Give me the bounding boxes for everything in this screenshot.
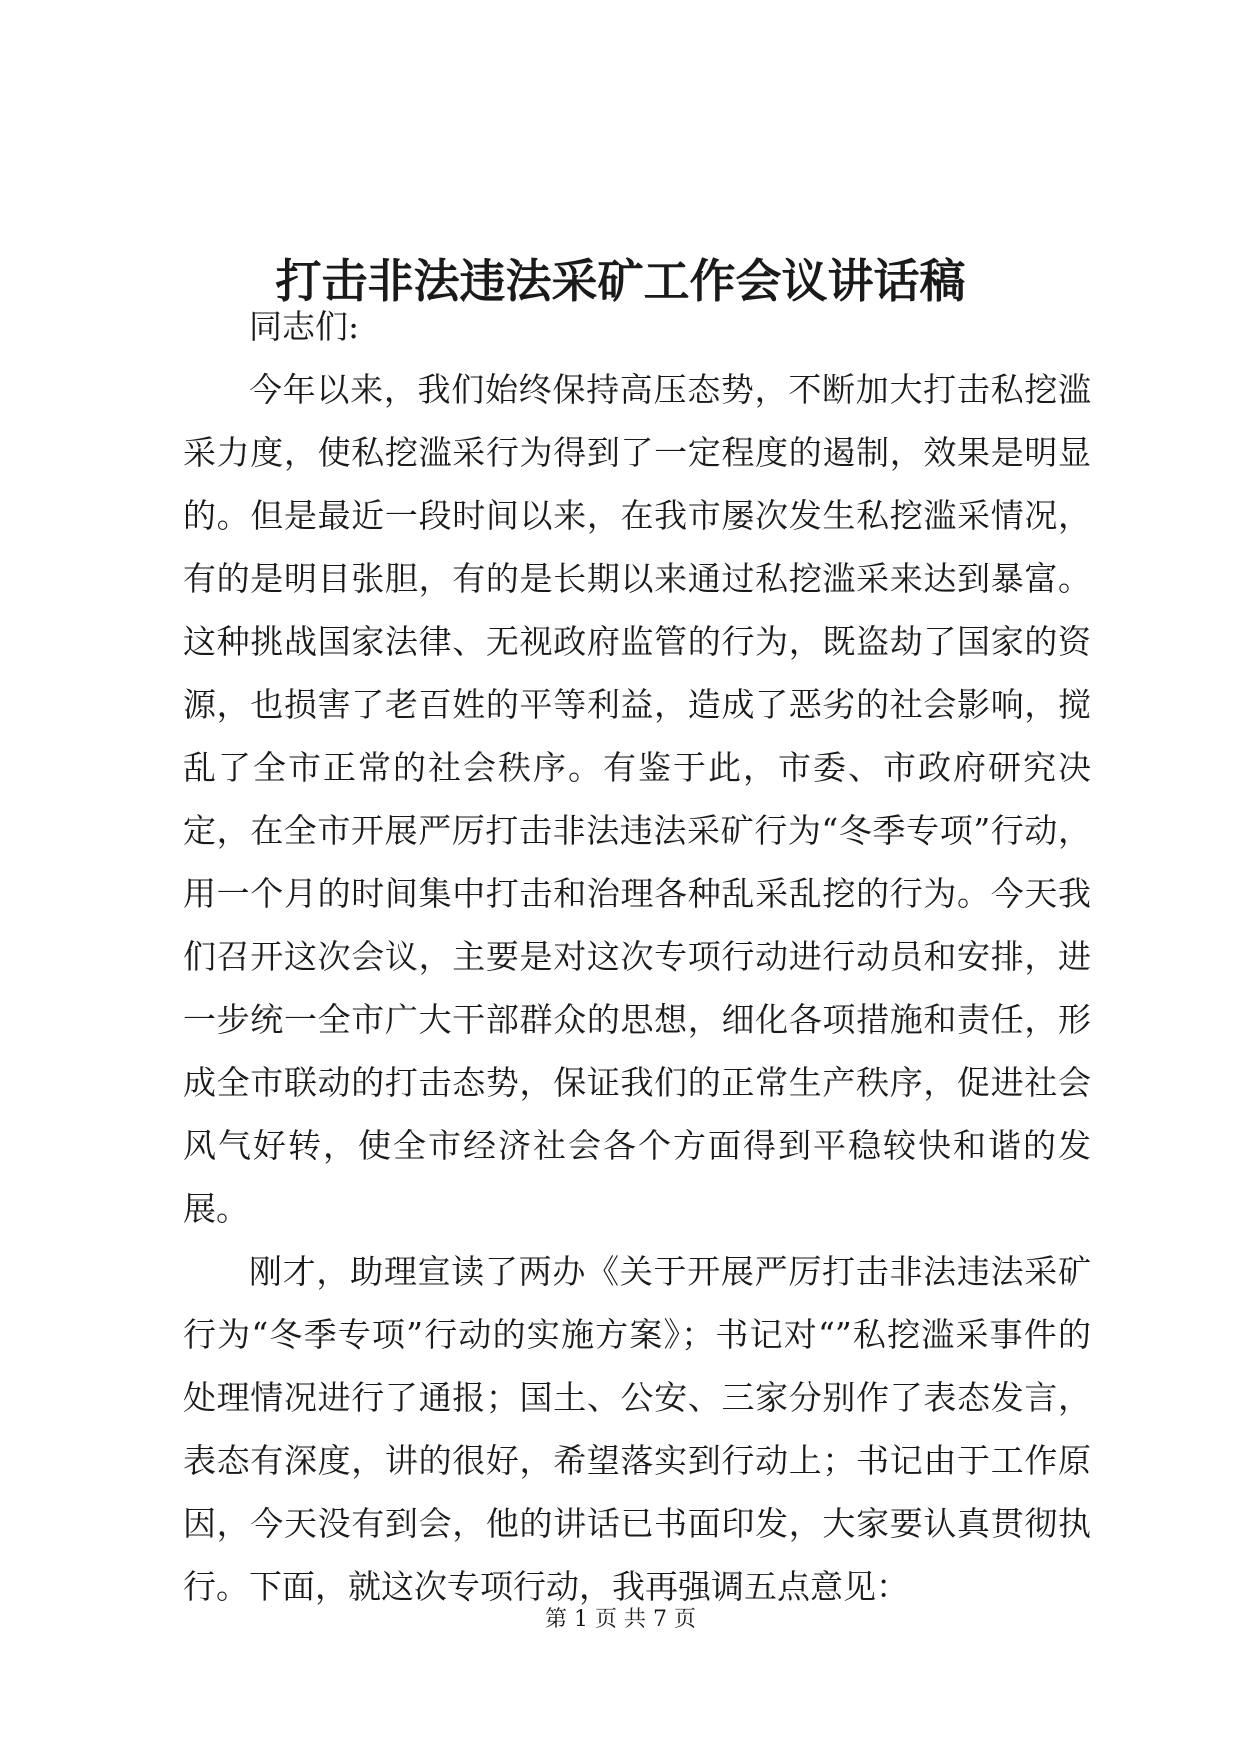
document-title: 打击非法违法采矿工作会议讲话稿 [275,253,966,308]
document-body [183,295,1091,1618]
paragraph-1: 今年以来，我们始终保持高压态势，不断加大打击私挖滥采力度，使私挖滥采行为得到了一定程度的遏制，效果是明显的。但是最近一段时间以来，在我市屡次发生私挖滥采情况，有的是明目张胆，有的是长期以来通过私挖滥采来达到暴富。这种挑战国家法律、无视政府监管的行为，既盗劫了国家的资源，也损害了老百姓的平等利益，造成了恶劣的社会影响，搅乱了全市正常的社会秩序。有鉴于此，市委、市政府研究决定，在全市开展严厉打击非法违法采矿行为“冬季专项”行动，用一个月的时间集中打击和治理各种乱采乱挖的行为。今天我们召开这次会议，主要是对这次专项行动进行动员和安排，进一步统一全市广大干部群众的思想，细化各项措施和责任，形成全市联动的打击态势，保证我们的正常生产秩序，促进社会风气好转，使全市经济社会各个方面得到平稳较快和谐的发展。 [183,370,1091,1228]
salutation: 同志们: [249,307,360,346]
page-number-footer: 第 1 页 共 7 页 [545,1607,696,1632]
paragraph-2: 刚才，助理宣读了两办《关于开展严厉打击非法违法采矿行为“冬季专项”行动的实施方案》；书记对“”私挖滥采事件的处理情况进行了通报；国土、公安、三家分别作了表态发言，表态有深度，讲的很好，希望落实到行动上；书记由于工作原因，今天没有到会，他的讲话已书面印发，大家要认真贯彻执行。下面，就这次专项行动，我再强调五点意见： [183,1252,1091,1606]
